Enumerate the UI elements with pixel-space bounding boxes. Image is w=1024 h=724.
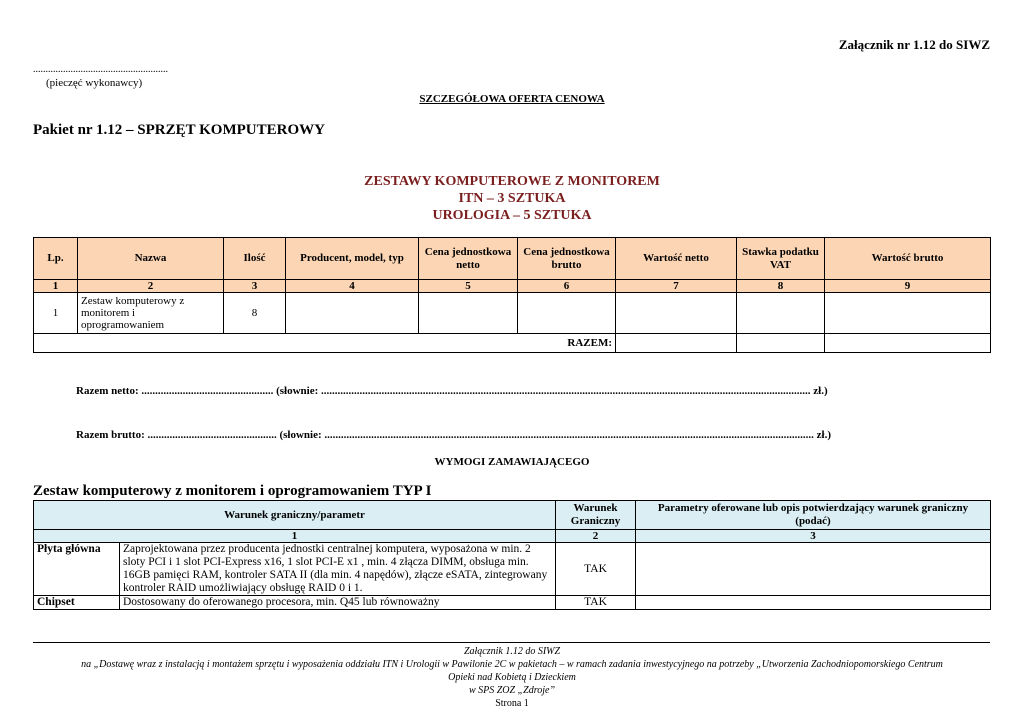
cell-producer-input[interactable] bbox=[286, 293, 419, 334]
col-number: 5 bbox=[419, 280, 518, 293]
col-header-offered: Parametry oferowane lub opis potwierdzający warunek graniczny (podać) bbox=[636, 501, 991, 530]
col-number: 4 bbox=[286, 280, 419, 293]
col-number: 3 bbox=[636, 530, 991, 543]
param-condition: TAK bbox=[556, 596, 636, 610]
footer-divider bbox=[33, 642, 990, 643]
set-title: Zestaw komputerowy z monitorem i oprogramowaniem TYP I bbox=[33, 483, 432, 499]
col-header-unit-net: Cena jednostkowa netto bbox=[419, 238, 518, 280]
package-title: Pakiet nr 1.12 – SPRZĘT KOMPUTEROWY bbox=[33, 122, 325, 138]
param-offered-input[interactable] bbox=[636, 543, 991, 596]
table-row bbox=[34, 596, 991, 610]
footer-annex: Załącznik 1.12 do SIWZ bbox=[463, 646, 561, 657]
param-description: Dostosowany do oferowanego procesora, min. Q45 lub równoważny bbox=[120, 596, 556, 610]
main-title-line-3: UROLOGIA – 5 SZTUKA bbox=[432, 208, 592, 223]
main-title bbox=[0, 173, 1024, 224]
param-name: Płyta główna bbox=[34, 543, 120, 596]
price-table-numbers bbox=[34, 280, 991, 293]
sum-net-input[interactable] bbox=[616, 334, 737, 353]
table-row bbox=[34, 543, 991, 596]
col-header-lp: Lp. bbox=[34, 238, 78, 280]
param-name: Chipset bbox=[34, 596, 120, 610]
cell-vat-input[interactable] bbox=[737, 293, 825, 334]
col-number: 9 bbox=[825, 280, 991, 293]
col-header-name: Nazwa bbox=[78, 238, 224, 280]
stamp-dotted-line: ...................................................... bbox=[33, 64, 168, 75]
stamp-label: (pieczęć wykonawcy) bbox=[46, 77, 143, 89]
col-header-qty: Ilość bbox=[224, 238, 286, 280]
col-number: 2 bbox=[78, 280, 224, 293]
cell-value-net-input[interactable] bbox=[616, 293, 737, 334]
col-header-value-gross: Wartość brutto bbox=[825, 238, 991, 280]
footer-contract-cont: Opieki nad Kobietą i Dzieckiem bbox=[448, 672, 576, 683]
cell-value-gross-input[interactable] bbox=[825, 293, 991, 334]
cell-qty: 8 bbox=[224, 293, 286, 334]
col-header-condition: Warunek Graniczny bbox=[556, 501, 636, 530]
requirements-header bbox=[34, 501, 991, 530]
requirements-numbers bbox=[34, 530, 991, 543]
cell-name: Zestaw komputerowy z monitorem i oprogramowaniem bbox=[78, 293, 224, 334]
sum-row bbox=[34, 334, 991, 353]
footer-institution: w SPS ZOZ „Zdroje” bbox=[468, 685, 556, 696]
total-brutto-line: Razem brutto: ............................................... (słownie: .................................................................................................................................................................................. zł.) bbox=[76, 429, 831, 441]
param-condition: TAK bbox=[556, 543, 636, 596]
footer-contract: na „Dostawę wraz z instalacją i montażem sprzętu i wyposażenia oddziału ITN i Urologii w Pawilonie 2C w pakietach – w ramach zadania inwestycyjnego na potrzeby „Utworzenia Zachodniopomorskiego Centrum bbox=[81, 659, 943, 670]
col-header-vat: Stawka podatku VAT bbox=[737, 238, 825, 280]
col-number: 8 bbox=[737, 280, 825, 293]
col-number: 3 bbox=[224, 280, 286, 293]
main-title-line-1: ZESTAWY KOMPUTEROWE Z MONITOREM bbox=[364, 174, 660, 189]
main-title-line-2: ITN – 3 SZTUKA bbox=[458, 191, 566, 206]
cell-lp: 1 bbox=[34, 293, 78, 334]
col-header-parameter: Warunek graniczny/parametr bbox=[34, 501, 556, 530]
page-number: Strona 1 bbox=[495, 698, 529, 709]
offer-title: SZCZEGÓŁOWA OFERTA CENOWA bbox=[419, 93, 605, 105]
sum-gross-input[interactable] bbox=[825, 334, 991, 353]
param-description: Zaprojektowana przez producenta jednostki centralnej komputera, wyposażona w min. 2 sloty PCI i 1 slot PCI-Express x16, 1 slot PCI-E x1 , min. 4 złącza DIMM, obsługa min. 16GB pamięci RAM, kontroler SATA II (dla min. 4 napędów), złącze eSATA, zintegrowany kontroler RAID umożliwiający obsługę RAID 0 i 1. bbox=[120, 543, 556, 596]
total-netto-line: Razem netto: ................................................ (słownie: .................................................................................................................................................................................. zł.) bbox=[76, 385, 828, 397]
cell-unit-gross-input[interactable] bbox=[518, 293, 616, 334]
footer bbox=[20, 645, 1004, 710]
annex-label: Załącznik nr 1.12 do SIWZ bbox=[838, 37, 990, 52]
requirements-table bbox=[33, 500, 991, 610]
sum-label: RAZEM: bbox=[34, 334, 616, 353]
col-number: 1 bbox=[34, 530, 556, 543]
col-header-unit-gross: Cena jednostkowa brutto bbox=[518, 238, 616, 280]
col-number: 1 bbox=[34, 280, 78, 293]
table-row bbox=[34, 293, 991, 334]
sum-vat-input[interactable] bbox=[737, 334, 825, 353]
col-number: 6 bbox=[518, 280, 616, 293]
param-offered-input[interactable] bbox=[636, 596, 991, 610]
price-table bbox=[33, 237, 991, 353]
cell-unit-net-input[interactable] bbox=[419, 293, 518, 334]
price-table-header bbox=[34, 238, 991, 280]
col-header-value-net: Wartość netto bbox=[616, 238, 737, 280]
requirements-title: WYMOGI ZAMAWIAJĄCEGO bbox=[434, 456, 590, 468]
col-header-producer: Producent, model, typ bbox=[286, 238, 419, 280]
col-number: 7 bbox=[616, 280, 737, 293]
col-number: 2 bbox=[556, 530, 636, 543]
